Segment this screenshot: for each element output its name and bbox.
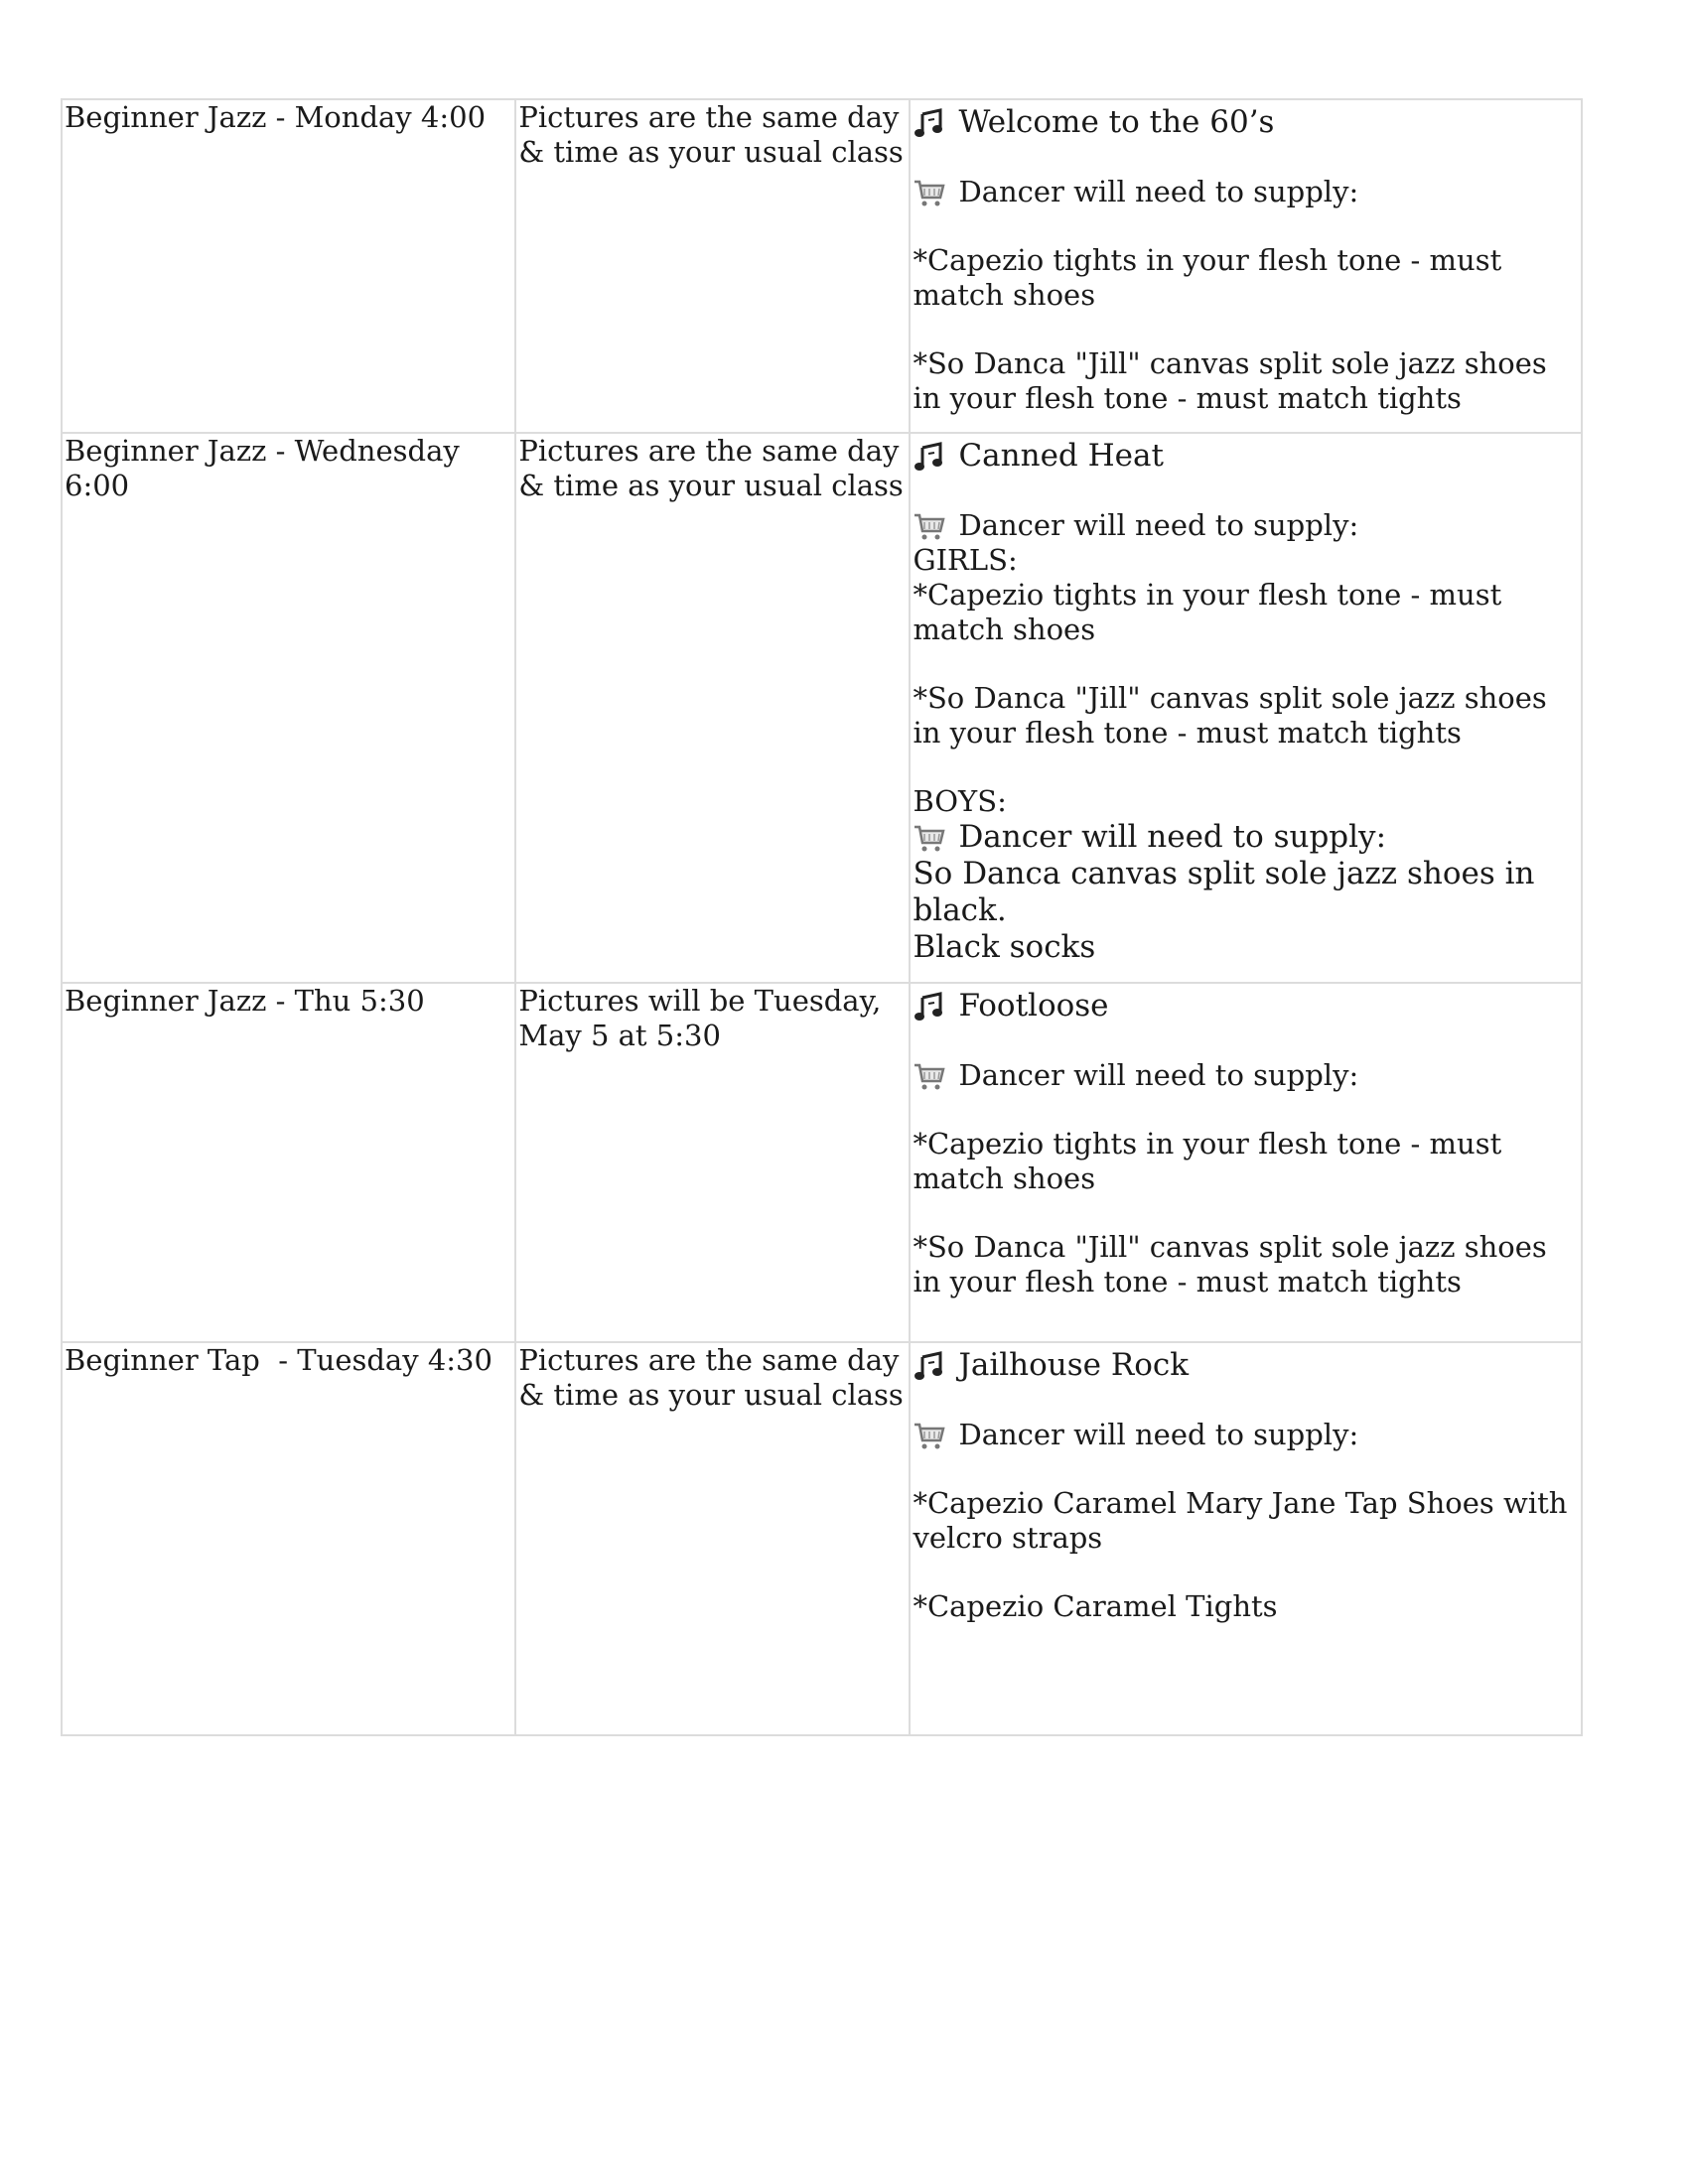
supply-line [913, 819, 1579, 856]
supply-item: *So Danca "Jill" canvas split sole jazz shoes in your flesh tone - must match tights [913, 346, 1547, 415]
supply-item: So Danca canvas split sole jazz shoes in black. [913, 856, 1535, 928]
supply-line [913, 1058, 1579, 1093]
table-row [62, 433, 1582, 983]
song-title: Jailhouse Rock [958, 1347, 1190, 1383]
song-line [913, 438, 1579, 475]
song-line [913, 1347, 1579, 1384]
table-row [62, 99, 1582, 433]
details-cell [910, 983, 1582, 1342]
song-line [913, 104, 1579, 141]
supply-heading: Dancer will need to supply: [958, 508, 1359, 542]
supply-item: *Capezio tights in your flesh tone - must match shoes [913, 1127, 1502, 1195]
supply-item: *So Danca "Jill" canvas split sole jazz shoes in your flesh tone - must match tights [913, 681, 1547, 750]
supply-heading: Dancer will need to supply: [958, 819, 1387, 855]
table-row [62, 1342, 1582, 1735]
details-cell [910, 1342, 1582, 1735]
class-name-cell: Beginner Tap - Tuesday 4:30 [62, 1342, 515, 1735]
supply-item: *Capezio tights in your flesh tone - must match shoes [913, 243, 1502, 312]
song-line [913, 988, 1579, 1024]
pictures-cell: Pictures are the same day & time as your usual class [515, 99, 910, 433]
table-row [62, 983, 1582, 1342]
supply-heading: Dancer will need to supply: [958, 175, 1359, 208]
details-cell [910, 433, 1582, 983]
details-cell [910, 99, 1582, 433]
shopping-cart-icon [913, 1419, 946, 1452]
supply-line [913, 508, 1579, 543]
costume-info-table [61, 98, 1583, 1736]
song-title: Footloose [958, 988, 1109, 1024]
class-name-cell: Beginner Jazz - Thu 5:30 [62, 983, 515, 1342]
supply-item: Black socks [913, 929, 1096, 965]
music-notes-icon [913, 106, 946, 140]
boys-label: BOYS: [913, 784, 1007, 818]
pictures-cell: Pictures are the same day & time as your usual class [515, 1342, 910, 1735]
supply-line [913, 175, 1579, 209]
supply-item: *So Danca "Jill" canvas split sole jazz shoes in your flesh tone - must match tights [913, 1230, 1547, 1298]
pictures-cell: Pictures are the same day & time as your usual class [515, 433, 910, 983]
shopping-cart-icon [913, 509, 946, 543]
shopping-cart-icon [913, 176, 946, 209]
music-notes-icon [913, 1349, 946, 1383]
supply-heading: Dancer will need to supply: [958, 1058, 1359, 1092]
song-title: Canned Heat [958, 438, 1164, 474]
music-notes-icon [913, 990, 946, 1024]
shopping-cart-icon [913, 821, 946, 855]
supply-item: *Capezio Caramel Tights [913, 1589, 1278, 1623]
pictures-cell: Pictures will be Tuesday, May 5 at 5:30 [515, 983, 910, 1342]
class-name-cell: Beginner Jazz - Wednesday 6:00 [62, 433, 515, 983]
supply-item: *Capezio Caramel Mary Jane Tap Shoes with velcro straps [913, 1486, 1568, 1555]
song-title: Welcome to the 60’s [958, 104, 1275, 140]
girls-label: GIRLS: [913, 543, 1018, 577]
class-name-cell: Beginner Jazz - Monday 4:00 [62, 99, 515, 433]
supply-item: *Capezio tights in your flesh tone - must match shoes [913, 578, 1502, 646]
music-notes-icon [913, 440, 946, 474]
supply-line [913, 1418, 1579, 1452]
shopping-cart-icon [913, 1059, 946, 1093]
supply-heading: Dancer will need to supply: [958, 1418, 1359, 1451]
